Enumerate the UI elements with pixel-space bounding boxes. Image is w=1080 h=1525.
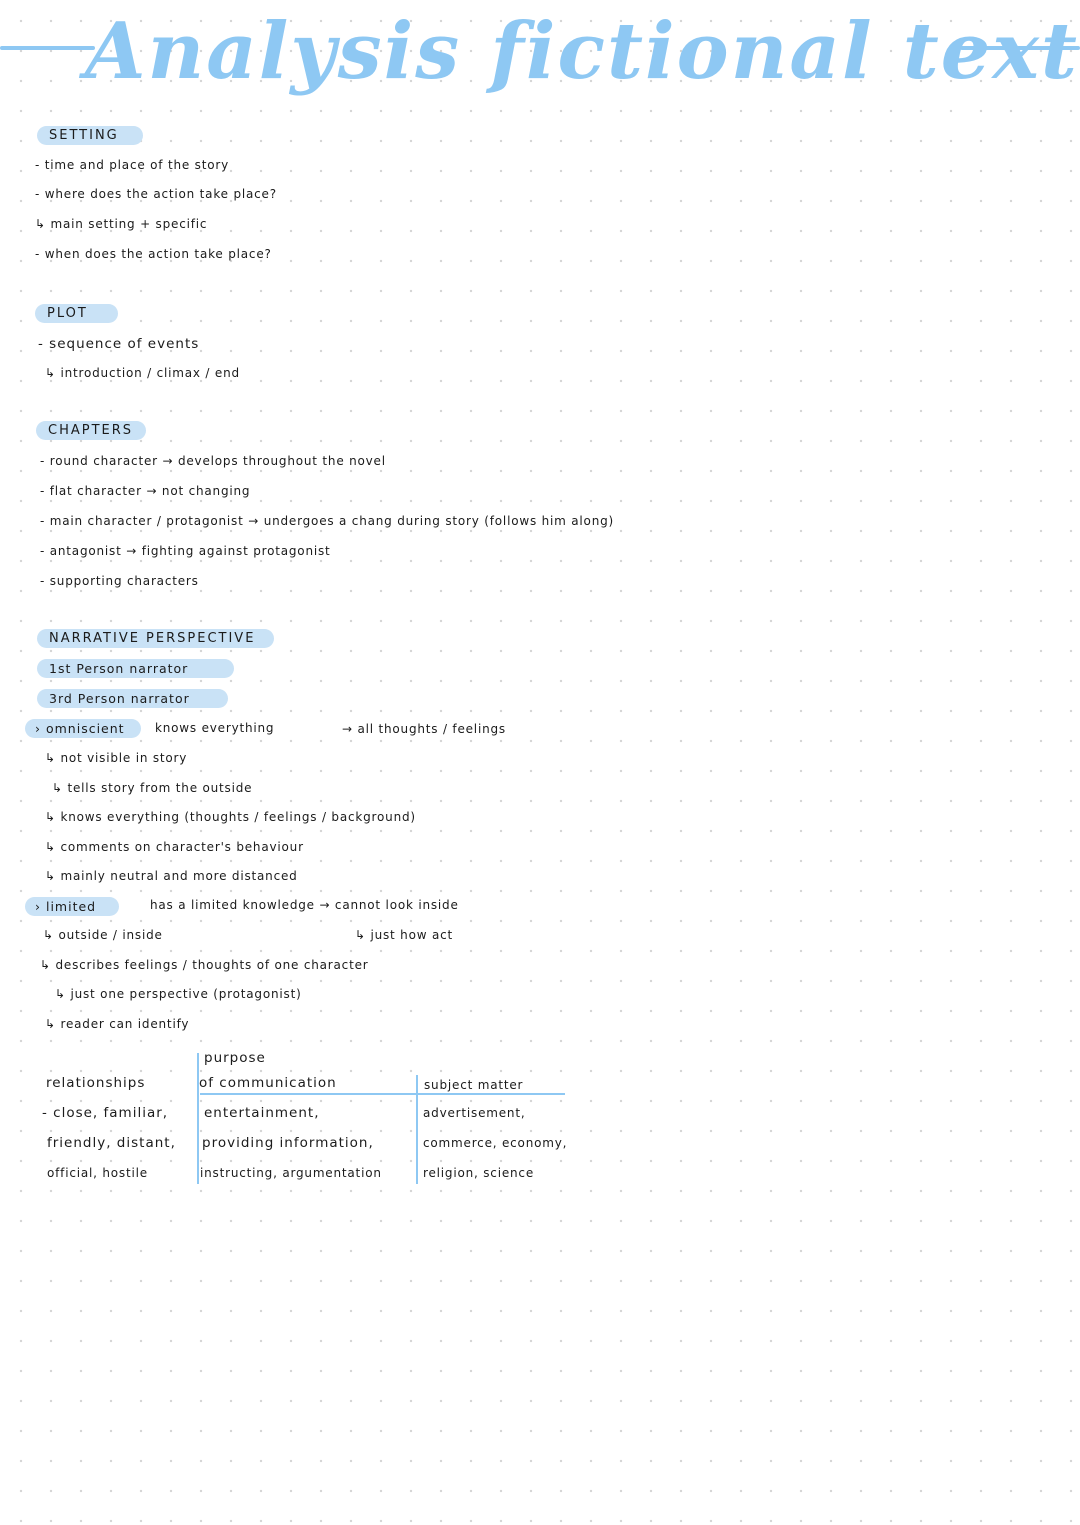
omniscient-note: ↳ not visible in story xyxy=(45,751,188,765)
page-title: Analysis fictional text xyxy=(85,6,1079,97)
narrative-heading: NARRATIVE PERSPECTIVE xyxy=(37,629,274,648)
table-col1-header: relationships xyxy=(46,1075,146,1091)
omniscient-note: ↳ tells story from the outside xyxy=(52,781,253,795)
table-col1-cell: official, hostile xyxy=(47,1166,148,1180)
chapters-heading: CHAPTERS xyxy=(36,421,146,440)
plot-line: ↳ introduction / climax / end xyxy=(45,366,240,380)
table-col1-cell: friendly, distant, xyxy=(47,1135,176,1151)
setting-heading: SETTING xyxy=(37,126,143,145)
limited-note: ↳ reader can identify xyxy=(45,1017,190,1031)
title-underline-left xyxy=(0,46,95,50)
limited-outside: ↳ outside / inside xyxy=(43,928,163,942)
chapters-line: - flat character → not changing xyxy=(40,484,251,498)
limited-act: ↳ just how act xyxy=(355,928,454,942)
limited-note: ↳ describes feelings / thoughts of one character xyxy=(40,958,369,972)
table-col2-cell: instructing, argumentation xyxy=(200,1166,382,1180)
limited-label: › limited xyxy=(25,897,119,916)
first-person-heading: 1st Person narrator xyxy=(37,659,234,678)
plot-line: - sequence of events xyxy=(38,336,200,352)
table-col2-header: of communication xyxy=(199,1075,337,1091)
setting-line: - where does the action take place? xyxy=(35,187,277,201)
third-person-heading: 3rd Person narrator xyxy=(37,689,228,708)
table-divider-right xyxy=(416,1075,418,1184)
table-col3-header: subject matter xyxy=(424,1078,524,1092)
table-header-rule xyxy=(200,1093,565,1095)
table-col2-cell: entertainment, xyxy=(204,1105,320,1121)
table-divider-left xyxy=(197,1053,199,1184)
omniscient-desc: knows everything xyxy=(155,721,275,735)
chapters-line: - main character / protagonist → undergoes a chang during story (follows him along) xyxy=(40,514,614,528)
setting-line: - time and place of the story xyxy=(35,158,229,172)
omniscient-label: › omniscient xyxy=(25,719,141,738)
setting-line: - when does the action take place? xyxy=(35,247,272,261)
plot-heading: PLOT xyxy=(35,304,118,323)
limited-note: ↳ just one perspective (protagonist) xyxy=(55,987,302,1001)
table-col1-cell: - close, familiar, xyxy=(42,1105,169,1121)
limited-desc: has a limited knowledge → cannot look inside xyxy=(150,898,459,912)
omniscient-note: ↳ comments on character's behaviour xyxy=(45,840,304,854)
chapters-line: - supporting characters xyxy=(40,574,199,588)
omniscient-arrow: → all thoughts / feelings xyxy=(342,722,506,736)
table-col2-cell: providing information, xyxy=(202,1135,374,1151)
title-area xyxy=(0,0,1080,120)
omniscient-note: ↳ mainly neutral and more distanced xyxy=(45,869,298,883)
chapters-line: - antagonist → fighting against protagonist xyxy=(40,544,331,558)
omniscient-note: ↳ knows everything (thoughts / feelings / background) xyxy=(45,810,416,824)
setting-line: ↳ main setting + specific xyxy=(35,217,208,231)
chapters-line: - round character → develops throughout the novel xyxy=(40,454,386,468)
table-col3-cell: advertisement, xyxy=(423,1106,526,1120)
table-col2-header-top: purpose xyxy=(204,1050,266,1066)
table-col3-cell: religion, science xyxy=(423,1166,535,1180)
table-col3-cell: commerce, economy, xyxy=(423,1136,568,1150)
